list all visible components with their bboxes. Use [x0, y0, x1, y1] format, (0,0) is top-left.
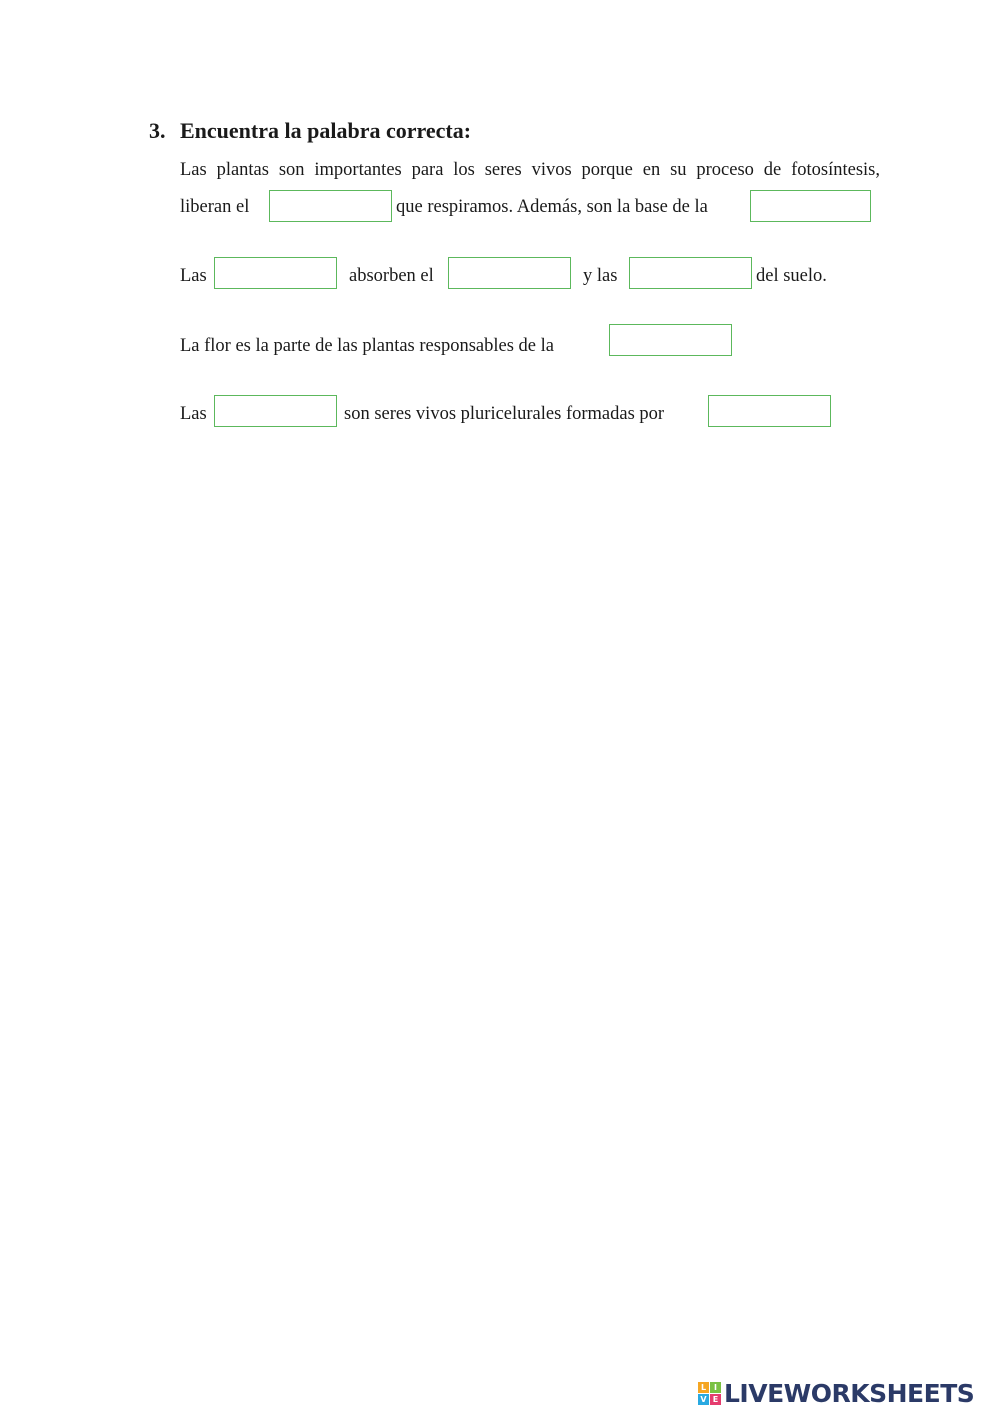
logo-letter: L	[698, 1382, 709, 1393]
blank-3-input[interactable]	[214, 257, 337, 289]
sentence-1-middle: que respiramos. Además, son la base de la	[396, 197, 708, 217]
exercise-title: Encuentra la palabra correcta:	[180, 118, 472, 143]
brand-name: LIVEWORKSHEETS	[724, 1378, 975, 1408]
sentence-4-before: Las	[180, 404, 207, 424]
liveworksheets-brand	[698, 1378, 974, 1408]
liveworksheets-logo-icon	[698, 1382, 721, 1405]
blank-5-input[interactable]	[629, 257, 752, 289]
blank-7-input[interactable]	[214, 395, 337, 427]
sentence-4-middle: son seres vivos pluricelurales formadas por	[344, 404, 665, 424]
blank-1-input[interactable]	[269, 190, 392, 222]
logo-letter: V	[698, 1394, 709, 1405]
blank-2-input[interactable]	[750, 190, 871, 222]
blank-4-input[interactable]	[448, 257, 571, 289]
sentence-2-middle-2: y las	[583, 266, 618, 286]
logo-letter: I	[710, 1382, 721, 1393]
sentence-1-before: liberan el	[180, 197, 250, 217]
logo-letter: E	[710, 1394, 721, 1405]
blank-8-input[interactable]	[708, 395, 831, 427]
exercise-heading	[149, 118, 471, 144]
blank-6-input[interactable]	[609, 324, 732, 356]
sentence-3-before: La flor es la parte de las plantas responsables de la	[180, 336, 554, 356]
sentence-2-middle-1: absorben el	[349, 266, 434, 286]
intro-sentence: Las plantas son importantes para los seres vivos porque en su proceso de fotosíntesis,	[180, 160, 880, 180]
sentence-2-before: Las	[180, 266, 207, 286]
sentence-2-after: del suelo.	[756, 266, 827, 286]
exercise-number: 3.	[149, 118, 166, 143]
